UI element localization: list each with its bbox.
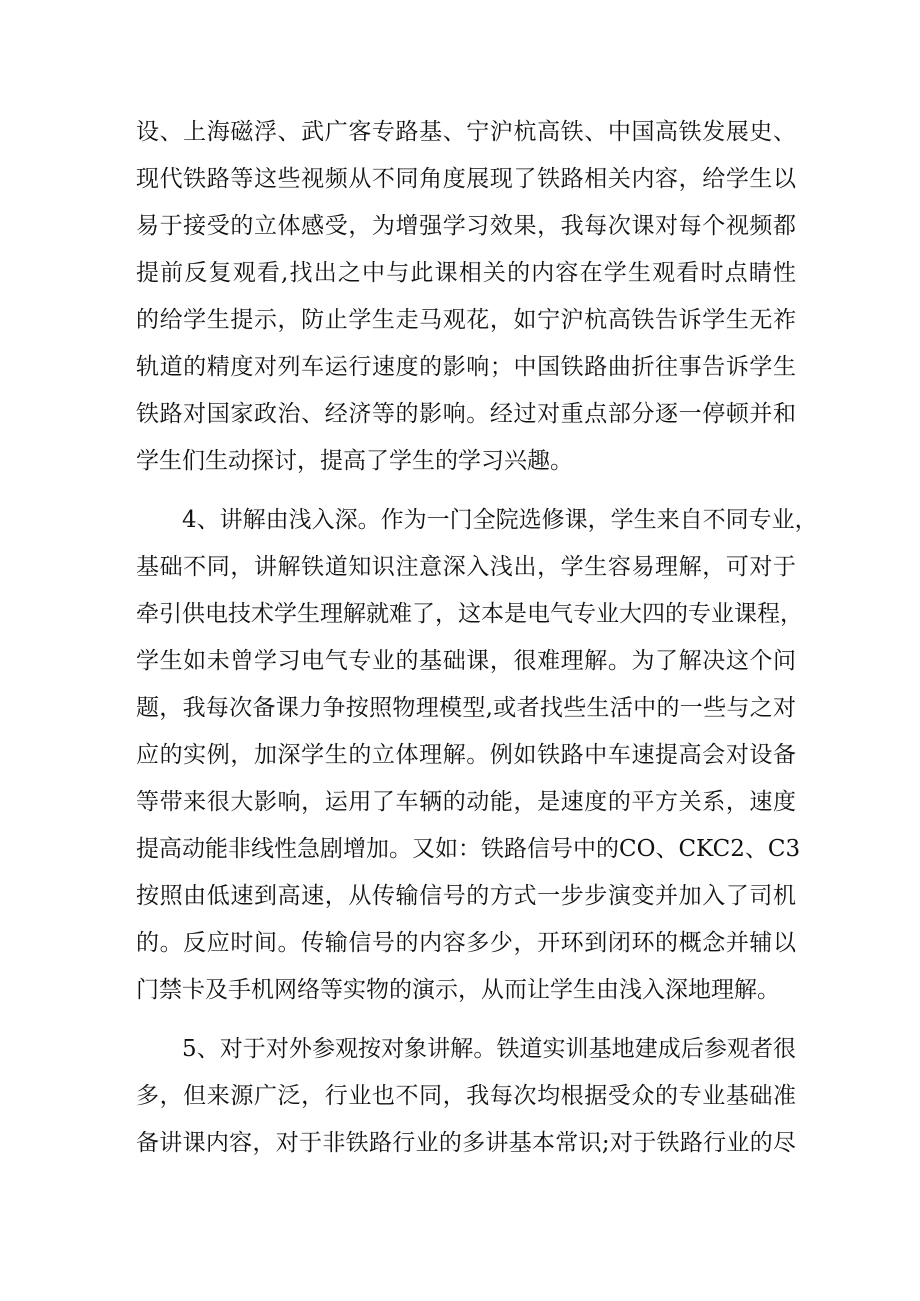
text-line: 学生如未曾学习电气专业的基础课，很难理解。为了解决这个问 bbox=[136, 648, 796, 674]
text-line: 提高动能非线性急剧增加。又如：铁路信号中的CO、CKC2、C3 bbox=[136, 836, 801, 862]
text-line: 提前反复观看,找出之中与此课相关的内容在学生观看时点睛性 bbox=[136, 260, 796, 286]
text-line: 学生们生动探讨，提高了学生的学习兴趣。 bbox=[136, 448, 573, 474]
text-line: 5、对于对外参观按对象讲解。铁道实训基地建成后参观者很 bbox=[182, 1036, 796, 1062]
text-line: 基础不同，讲解铁道知识注意深入浅出，学生容易理解，可对于 bbox=[136, 554, 796, 580]
text-line: 的。反应时间。传输信号的内容多少，开环到闭环的概念并辅以 bbox=[136, 930, 796, 956]
text-line: 多，但来源广泛，行业也不同，我每次均根据受众的专业基础准 bbox=[136, 1083, 796, 1109]
text-line: 牵引供电技术学生理解就难了，这本是电气专业大四的专业课程， bbox=[136, 601, 803, 627]
text-line: 铁路对国家政治、经济等的影响。经过对重点部分逐一停顿并和 bbox=[136, 401, 796, 427]
text-line: 4、讲解由浅入深。作为一门全院选修课，学生来自不同专业， bbox=[182, 507, 818, 533]
text-line: 应的实例，加深学生的立体理解。例如铁路中车速提高会对设备 bbox=[136, 742, 796, 768]
text-line: 现代铁路等这些视频从不同角度展现了铁路相关内容，给学生以 bbox=[136, 166, 796, 192]
text-line: 轨道的精度对列车运行速度的影响；中国铁路曲折往事告诉学生 bbox=[136, 354, 796, 380]
paragraph-item-5 bbox=[136, 1026, 796, 1167]
text-line: 按照由低速到高速，从传输信号的方式一步步演变并加入了司机 bbox=[136, 883, 796, 909]
paragraph-item-4 bbox=[136, 497, 818, 1014]
text-line: 等带来很大影响，运用了车辆的动能，是速度的平方关系，速度 bbox=[136, 789, 796, 815]
text-line: 易于接受的立体感受，为增强学习效果，我每次课对每个视频都 bbox=[136, 213, 796, 239]
text-line: 设、上海磁浮、武广客专路基、宁沪杭高铁、中国高铁发展史、 bbox=[136, 119, 796, 145]
text-line: 题，我每次备课力争按照物理模型,或者找些生活中的一些与之对 bbox=[136, 695, 796, 721]
text-line: 门禁卡及手机网络等实物的演示，从而让学生由浅入深地理解。 bbox=[136, 977, 780, 1003]
paragraph-video-teaching bbox=[136, 109, 796, 485]
text-line: 的给学生提示，防止学生走马观花，如宁沪杭高铁告诉学生无祚 bbox=[136, 307, 796, 333]
text-line: 备讲课内容，对于非铁路行业的多讲基本常识;对于铁路行业的尽 bbox=[136, 1130, 796, 1156]
